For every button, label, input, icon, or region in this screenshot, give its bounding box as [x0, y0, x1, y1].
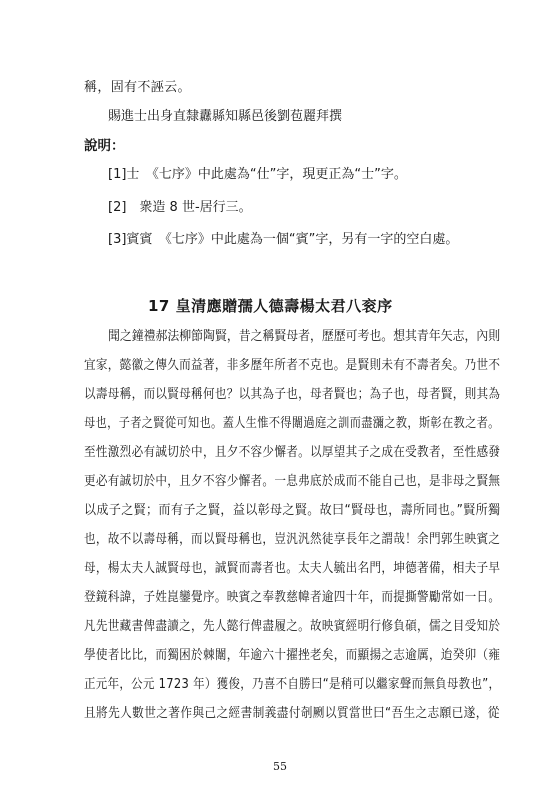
- paragraph-line: 且將先人數世之著作與己之經書制義盡付剞劂以質當世曰“吾生之志願已遂，從: [84, 706, 500, 721]
- author-line: 賜進士出身直隸纛縣知縣邑後劉苞麗拜撰: [108, 109, 343, 124]
- paragraph-line: 母，楊太夫人誠賢母也，誠賢而壽者也。太夫人毓出名門，坤德著備，相夫子早: [84, 561, 501, 576]
- page-number: 55: [273, 760, 287, 773]
- continuation-line: 稱，固有不誣云。: [84, 80, 191, 95]
- paragraph-line: 凡先世藏書俾盡讀之，先人懿行俾盡履之。故映賓經明行修負碩，儒之目受知於: [84, 619, 501, 634]
- paragraph-line: 正元年，公元 1723 年）獲俊，乃喜不自勝曰“是稍可以繼家聲而無負母教也”，: [84, 677, 501, 692]
- note-item: [1]士 《七序》中此處為“仕”字，現更正為“士”字。: [108, 167, 407, 182]
- paragraph-line: 以成子之賢；而有子之賢，益以彰母之賢。故曰“賢母也，壽所同也。”賢所獨: [84, 503, 501, 518]
- note-item: [3]賓賓 《七序》中此處為一個“賓”字，另有一字的空白處。: [108, 232, 459, 247]
- section-title: 17 皇清應贈孺人德壽楊太君八衮序: [148, 297, 393, 315]
- paragraph-line: 宜家，懿徽之傳久而益著，非多歷年所者不克也。是賢則未有不壽者矣。乃世不: [84, 358, 501, 373]
- paragraph-line: 登鏡科諱，子姓崑鑾覺序。映賓之奉教慈幃者逾四十年，而提撕警勵常如一日。: [84, 590, 501, 605]
- paragraph-line: 聞之鐘禮郝法柳節陶賢，昔之稱賢母者，歷歷可考也。想其青年矢志，內則: [108, 329, 501, 344]
- paragraph-line: 更必有誠切於中，且夕不容少懈者。一息弗底於成而不能自己也，是非母之賢無: [84, 474, 501, 489]
- note-item: [2] 衆造 8 世-居行三。: [108, 200, 252, 215]
- paragraph-line: 母也，子者之賢從可知也。蓋人生惟不得闈過庭之訓而盡瀰之教，斯彰在教之者。: [84, 416, 500, 431]
- paragraph-line: 以壽母稱，而以賢母稱何也？以其為子也，母者賢也；為子也，母者賢，則其為: [84, 387, 501, 402]
- paragraph-line: 至性激烈必有誠切於中，且夕不容少懈者。以厚望其子之成在受教者，至性感發: [84, 445, 501, 460]
- notes-heading: 說明：: [84, 138, 125, 154]
- paragraph-line: 也，故不以壽母稱，而以賢母稱也，豈汎汎然徒享長年之謂哉！余門郭生映賓之: [84, 532, 501, 547]
- paragraph-line: 學使者比比，而獨困於棘闈，年逾六十擢挫老矣，而顯揚之志逾厲，迨癸卯（雍: [84, 648, 501, 663]
